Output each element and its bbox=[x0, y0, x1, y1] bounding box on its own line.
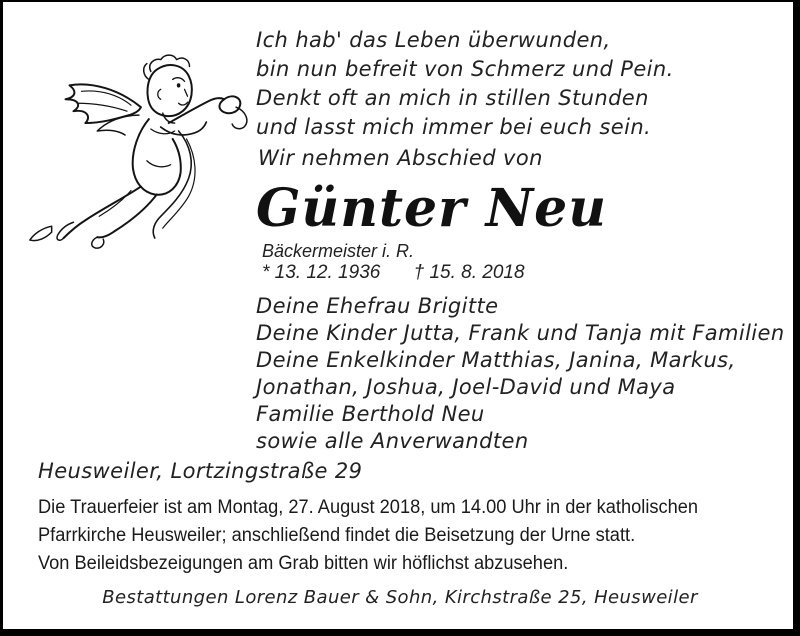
farewell-intro: Wir nehmen Abschied von bbox=[258, 146, 543, 170]
mourner-line: Jonathan, Joshua, Joel-David und Maya bbox=[256, 375, 676, 399]
life-dates bbox=[262, 262, 525, 284]
poem-line: Denkt oft an mich in stillen Stunden bbox=[256, 86, 649, 110]
funeral-information bbox=[38, 494, 698, 550]
deceased-profession: Bäckermeister i. R. bbox=[262, 241, 415, 261]
funeral-info-line: Pfarrkirche Heusweiler; anschließend findet die Beisetzung der Urne statt. bbox=[38, 525, 636, 546]
mourners-list bbox=[256, 293, 785, 455]
cherub-angel-icon bbox=[12, 12, 250, 250]
poem-line: Ich hab' das Leben überwunden, bbox=[256, 28, 611, 52]
birth-date: * 13. 12. 1936 bbox=[262, 262, 381, 283]
funeral-home-line: Bestattungen Lorenz Bauer & Sohn, Kirchstraße 25, Heusweiler bbox=[102, 587, 698, 608]
funeral-info-line: Die Trauerfeier ist am Montag, 27. August 2018, um 14.00 Uhr in der katholischen bbox=[38, 497, 699, 518]
memorial-poem bbox=[256, 26, 674, 142]
poem-line: bin nun befreit von Schmerz und Pein. bbox=[256, 57, 674, 81]
death-date: † 15. 8. 2018 bbox=[413, 262, 525, 283]
mourner-line: Deine Ehefrau Brigitte bbox=[256, 294, 499, 318]
deceased-name: Günter Neu bbox=[256, 178, 608, 239]
condolence-note: Von Beileidsbezeigungen am Grab bitten wir höflichst abzusehen. bbox=[38, 553, 569, 574]
mourner-line: Familie Berthold Neu bbox=[256, 402, 485, 426]
mourner-line: Deine Kinder Jutta, Frank und Tanja mit Familien bbox=[256, 321, 785, 345]
poem-line: und lasst mich immer bei euch sein. bbox=[256, 115, 652, 139]
mourner-line: Deine Enkelkinder Matthias, Janina, Markus, bbox=[256, 348, 736, 372]
mourner-line: sowie alle Anverwandten bbox=[256, 429, 529, 453]
home-address: Heusweiler, Lortzingstraße 29 bbox=[38, 459, 363, 483]
